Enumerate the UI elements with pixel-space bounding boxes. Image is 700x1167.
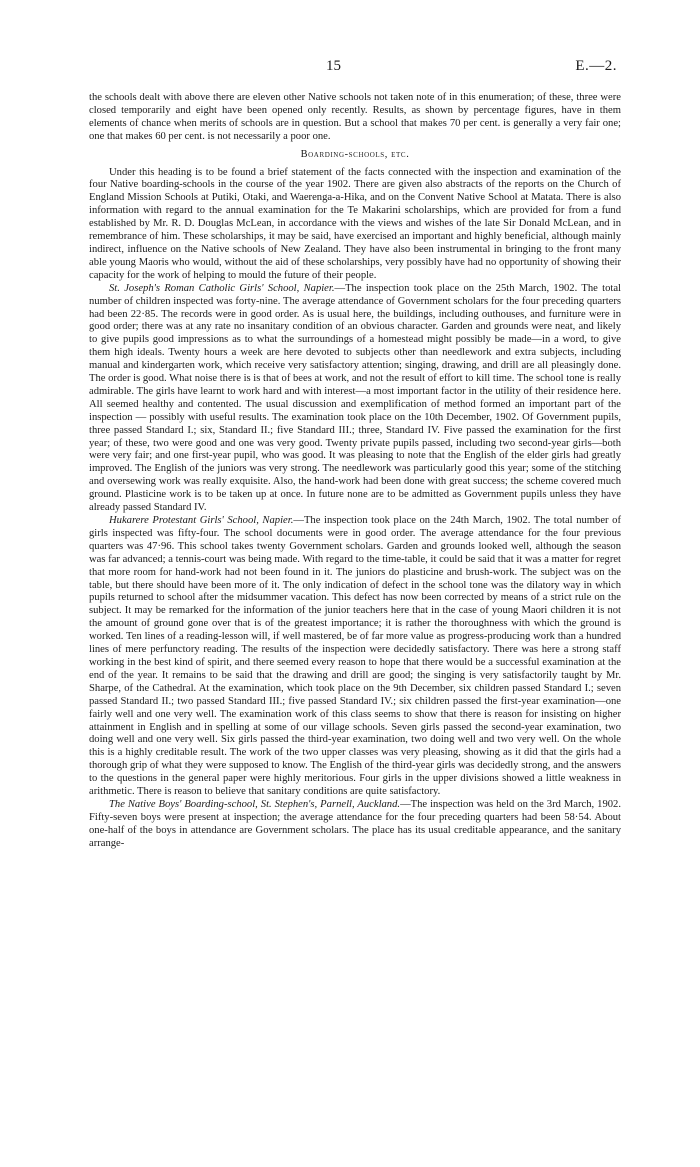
intro-paragraph: the schools dealt with above there are eleven other Native schools not taken note of in this enumeration; of these, three were closed temporarily and eight have been opened only recently. Results, as shown by percentage figures, have in them elements of chance when merits of schools are in question. But a school that makes 70 per cent. is generally a very fair one; one that makes 60 per cent. is not necessarily a poor one. — [89, 92, 621, 142]
school-title: St. Joseph's Roman Catholic Girls' School, Napier. — [109, 282, 335, 294]
section-intro-paragraph: Under this heading is to be found a brief statement of the facts connected with the inspection and examination of the four Native boarding-schools in the course of the year 1902. There are given also abstracts of the reports on the Church of England Mission Schools at Putiki, Otaki, and Waerenga-a-Hika, and on the Convent Native School at Matata. There is also information with regard to the annual examination for the Te Makarini scholarships, which are provided for from a fund established by Mr. R. D. Douglas McLean, in accordance with the views and wishes of the late Sir Donald McLean, and in remembrance of him. These scholarships, it may be said, have exercised an important and highly beneficial, although mainly indirect, influence on the Native schools of New Zealand. They have also been instrumental in bringing to the front many able young Maoris who would, without the aid of these scholarships, very possibly have had no opportunity of showing their capacity for the work of helping to mould the future of their people. — [89, 166, 621, 281]
school-paragraph-st-josephs — [89, 283, 621, 515]
body-text — [89, 92, 621, 851]
school-title: Hukarere Protestant Girls' School, Napier. — [109, 515, 294, 526]
document-reference: E.—2. — [575, 58, 617, 74]
school-paragraph-hukarere — [89, 515, 621, 799]
page-number: 15 — [326, 58, 341, 74]
page-header — [0, 58, 700, 78]
school-text: —The inspection took place on the 24th March, 1902. The total number of girls inspected was fifty-four. The school documents were in good order. The average attendance for the four previous quarters was 47·96. This school takes twenty Government scholars. Garden and grounds looked well, although the season was far advanced; a tennis-court was being made. With regard to the time-table, it could be said that it was a matter for regret that more room for hand-work had not been found in it. The juniors do plasticine and brush-work. The subject was on the table, but there should have been more of it. The only indication of defect in the school tone was the dilatory way in which pupils returned to school after the midsummer vacation. This defect has now been corrected by means of a strict rule on the subject. It may be remarked for the information of the junior teachers here that in the case of young Maori children it is not the amount of ground gone over that is of the greatest importance; it is rather the thoroughness with which the ground is worked. Ten lines of a reading-lesson will, if well mastered, be of far more value as progress-producing work than a hundred lines of mere perfunctory reading. The results of the inspection were decidedly satisfactory. There was here a strong staff working in the best kind of spirit, and there seemed every reason to hope that there would be a successful examination at the end of the year. It remains to be said that the drawing and drill are good; the singing is very satisfactorily taught by Mr. Sharpe, of the Cathedral. At the examination, which took place on the 9th December, six children passed Standard I.; seven passed Standard II.; two passed Standard III.; five passed Standard IV.; six children passed the first-year examination—one fairly well and one very well. The examination work of this class seems to show that there is reason for insisting on higher attainment in English and in spelling at some of our village schools. Seven girls passed the second-year examination, two doing well and one very well. Six girls passed the third-year examination, two doing well and two very well. On the whole this is a highly creditable result. The work of the two upper classes was very pleasing, showing as it did that the girls had a thorough grip of what they were supposed to know. The English of the third-year girls was decidedly strong, and the answers to the questions in the general paper were highly meritorious. Four girls in the upper divisions showed a little weakness in arithmetic. There is reason to believe that sanitary conditions are quite satisfactory. — [89, 515, 621, 798]
school-paragraph-st-stephens — [89, 799, 621, 851]
school-text: —The inspection was held on the 3rd March, 1902. Fifty-seven boys were present at inspection; the average attendance for the four preceding quarters had been 58·54. About one-half of the boys in attendance are Government scholars. The place has its usual creditable appearance, and the sanitary arrange- — [89, 798, 621, 849]
school-title: The Native Boys' Boarding-school, St. Stephen's, Parnell, Auckland. — [109, 798, 401, 810]
school-text: —The inspection took place on the 25th March, 1902. The total number of children inspected was forty-nine. The average attendance of Government scholars for the four preceding quarters had been 22·85. The records were in good order. As is usual here, the buildings, including outhouses, and furniture were in good order; there was at any rate no insanitary condition of an obvious character. Garden and grounds were neat, and likely to give pupils good impressions as to what the surroundings of a homestead might possibly be made—in a word, to give them high ideals. Twenty hours a week are here devoted to subjects other than needlework and extra subjects, including manual and kindergarten work, which receive very satisfactory attention; singing, drawing, and drill are all pleasingly done. The order is good. What noise there is is that of bees at work, and not the result of effort to kill time. The school tone is really admirable. The girls have learnt to work hard and with interest—a most important factor in the utility of their residence here. All seemed healthy and contented. The usual discussion and exemplification of method formed an important part of the inspection — possibly with useful results. The examination took place on the 10th December, 1902. Of Government pupils, three passed Standard I.; six, Standard II.; five Standard III.; three, Standard IV. Five passed the examination for the first year; of these, two were good and one was very good. Twenty private pupils passed, including two second-year girls—both were very fair; and one first-year pupil, who was good. It was pleasing to note that the English of the elder girls had greatly improved. The English of the juniors was very strong. The needlework was particularly good this year; some of the stitching and oversewing work was really exquisite. Also, the hand-work had been done with great success; the scheme covered much ground. Plasticine work is to be taken up at once. In future none are to be admitted as Government pupils unless they have already passed Standard IV. — [89, 282, 621, 514]
section-heading: Boarding-schools, etc. — [300, 148, 410, 160]
